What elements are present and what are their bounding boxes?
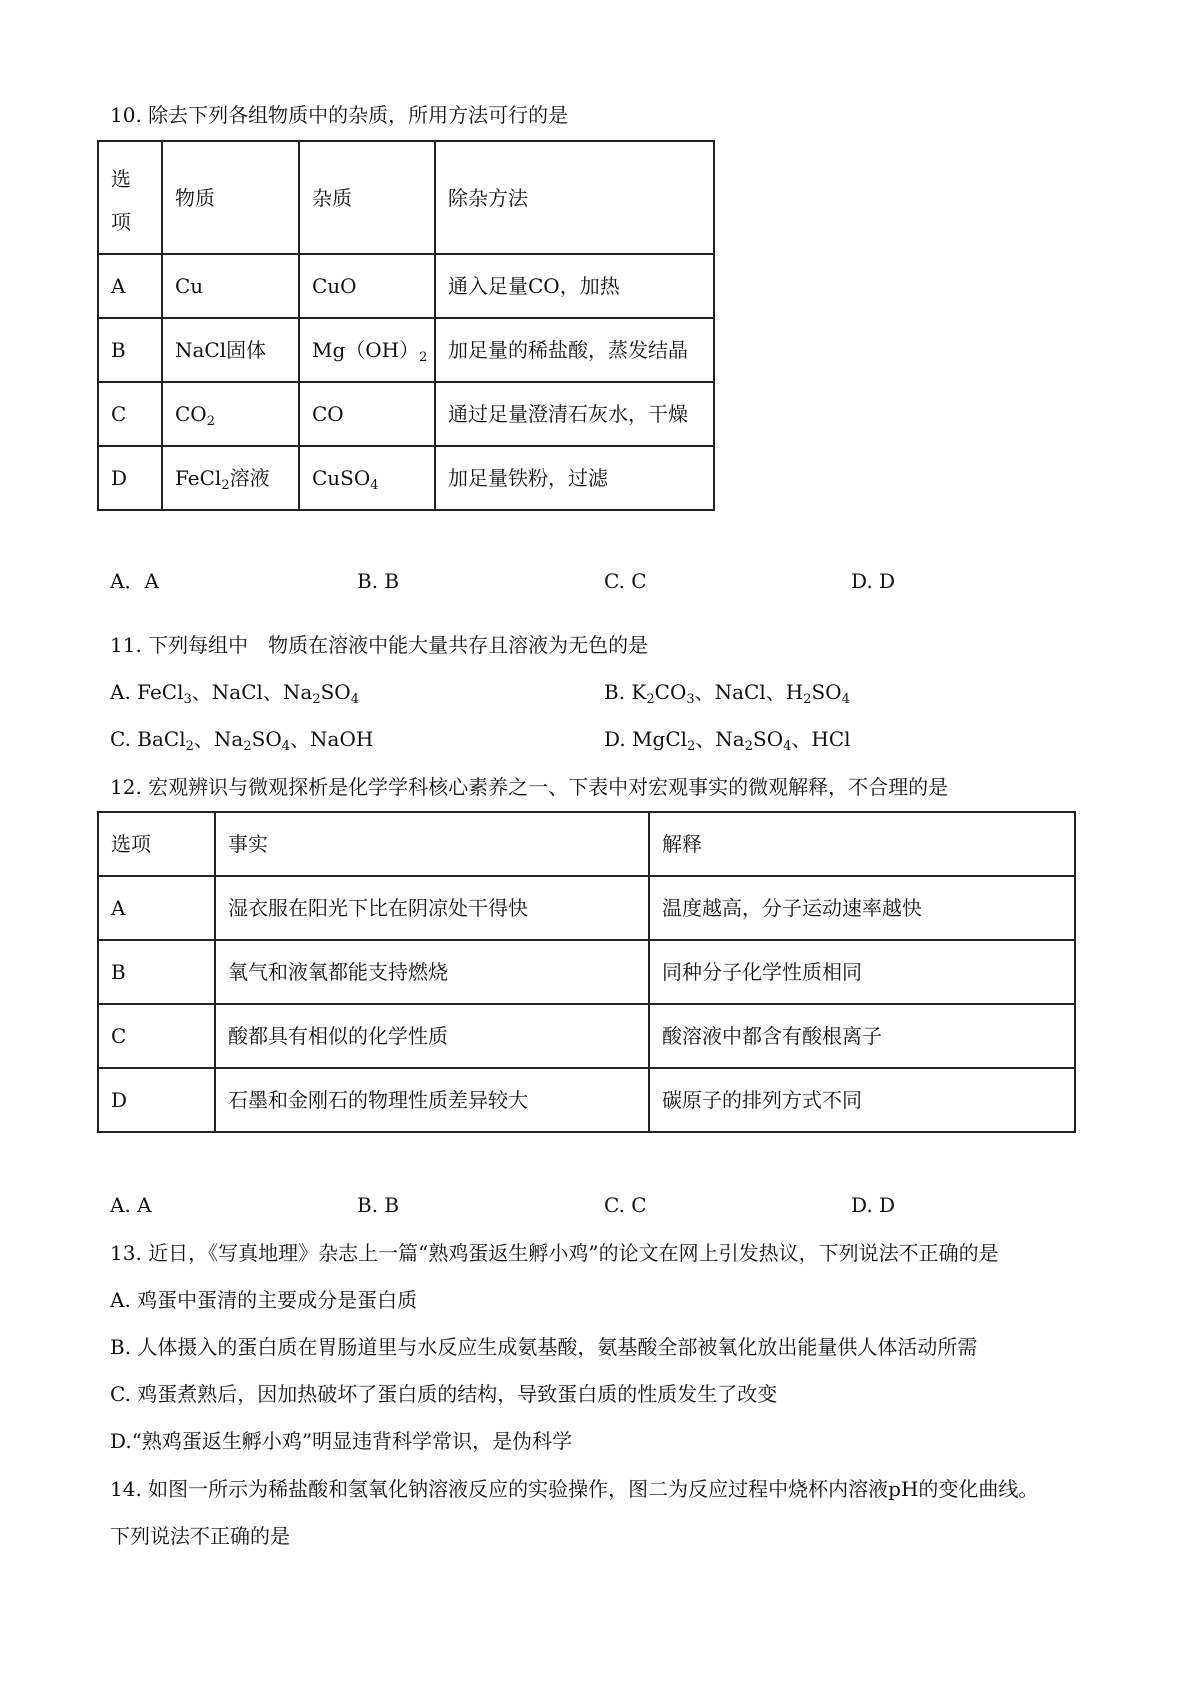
q10-row-key: C bbox=[98, 382, 162, 446]
q11-choice-d[interactable]: D. MgCl$_2$、$Na_2SO_4$、HCl bbox=[604, 727, 851, 754]
q10-row-method: 通过足量澄清石灰水，干燥 bbox=[435, 382, 714, 446]
q12-choice-d[interactable]: D. D bbox=[851, 1193, 896, 1217]
q10-stem: 10. 除去下列各组物质中的杂质，所用方法可行的是 bbox=[110, 103, 569, 127]
q10-row-substance: Cu bbox=[162, 254, 299, 318]
q12-stem: 12. 宏观辨识与微观探析是化学学科核心素养之一、下表中对宏观事实的微观解释，不合理的是 bbox=[110, 775, 949, 799]
q12-row-explain: 同种分子化学性质相同 bbox=[649, 940, 1075, 1004]
q11-stem: 11. 下列每组中 物质在溶液中能大量共存且溶液为无色的是 bbox=[110, 633, 649, 657]
q12-row-fact: 氧气和液氧都能支持燃烧 bbox=[215, 940, 649, 1004]
q10-row-b bbox=[98, 318, 714, 382]
q12-header-option: 选项 bbox=[98, 812, 215, 876]
q10-row-key: B bbox=[98, 318, 162, 382]
q12-row-key: D bbox=[98, 1068, 215, 1132]
q10-row-substance: FeCl$_2$溶液 bbox=[162, 446, 299, 510]
q12-row-explain: 碳原子的排列方式不同 bbox=[649, 1068, 1075, 1132]
q12-header-explain: 解释 bbox=[649, 812, 1075, 876]
q10-row-c bbox=[98, 382, 714, 446]
q12-row-a bbox=[98, 876, 1075, 940]
q10-row-key: A bbox=[98, 254, 162, 318]
q12-row-d bbox=[98, 1068, 1075, 1132]
q14-stem-line2: 下列说法不正确的是 bbox=[110, 1524, 290, 1548]
q10-row-d bbox=[98, 446, 714, 510]
q11-choice-b[interactable]: B. $K_2CO_3$、NaCl、$H_2SO_4$ bbox=[604, 680, 850, 707]
q13-choice-b[interactable]: B. 人体摄入的蛋白质在胃肠道里与水反应生成氨基酸，氨基酸全部被氧化放出能量供人体活动所需 bbox=[110, 1335, 978, 1359]
q10-row-method: 加足量铁粉，过滤 bbox=[435, 446, 714, 510]
q12-row-key: B bbox=[98, 940, 215, 1004]
q10-header-option: 选 项 bbox=[98, 141, 162, 254]
q13-choice-d[interactable]: D.“熟鸡蛋返生孵小鸡”明显违背科学常识，是伪科学 bbox=[110, 1429, 573, 1453]
q13-choice-c[interactable]: C. 鸡蛋煮熟后，因加热破坏了蛋白质的结构，导致蛋白质的性质发生了改变 bbox=[110, 1382, 778, 1406]
q10-row-substance: $CO_2$ bbox=[162, 382, 299, 446]
q12-row-c bbox=[98, 1004, 1075, 1068]
q12-choice-b[interactable]: B. B bbox=[357, 1193, 400, 1217]
q13-choice-a[interactable]: A. 鸡蛋中蛋清的主要成分是蛋白质 bbox=[110, 1288, 418, 1312]
q10-row-substance: NaCl固体 bbox=[162, 318, 299, 382]
q10-row-method: 加足量的稀盐酸，蒸发结晶 bbox=[435, 318, 714, 382]
q10-row-a bbox=[98, 254, 714, 318]
q12-row-explain: 酸溶液中都含有酸根离子 bbox=[649, 1004, 1075, 1068]
q12-choice-c[interactable]: C. C bbox=[604, 1193, 647, 1217]
q11-choice-c[interactable]: C. BaCl$_2$、$Na_2SO_4$、NaOH bbox=[110, 727, 374, 754]
q10-header-substance: 物质 bbox=[162, 141, 299, 254]
q10-row-impurity: CuSO$_4$ bbox=[299, 446, 435, 510]
q14-stem-line1: 14. 如图一所示为稀盐酸和氢氧化钠溶液反应的实验操作，图二为反应过程中烧杯内溶液pH的变化曲线。 bbox=[110, 1477, 1039, 1501]
q12-table bbox=[97, 811, 1076, 1133]
q10-row-method: 通入足量CO，加热 bbox=[435, 254, 714, 318]
q10-row-impurity: $Mg(OH)_2$ bbox=[299, 318, 435, 382]
q10-table bbox=[97, 140, 715, 511]
q10-row-key: D bbox=[98, 446, 162, 510]
q11-choice-a[interactable]: A. FeCl$_3$、NaCl、$Na_2SO_4$ bbox=[110, 680, 359, 707]
q12-row-explain: 温度越高，分子运动速率越快 bbox=[649, 876, 1075, 940]
q10-row-impurity: CO bbox=[299, 382, 435, 446]
q12-choice-a[interactable]: A. A bbox=[110, 1193, 152, 1217]
q12-row-fact: 湿衣服在阳光下比在阴凉处干得快 bbox=[215, 876, 649, 940]
q10-header-method: 除杂方法 bbox=[435, 141, 714, 254]
q10-choice-c[interactable]: C. C bbox=[604, 569, 647, 593]
q12-header-fact: 事实 bbox=[215, 812, 649, 876]
q10-header-impurity: 杂质 bbox=[299, 141, 435, 254]
q12-row-fact: 石墨和金刚石的物理性质差异较大 bbox=[215, 1068, 649, 1132]
q10-row-impurity: CuO bbox=[299, 254, 435, 318]
q12-row-key: A bbox=[98, 876, 215, 940]
q10-choice-a[interactable]: A．A bbox=[110, 569, 159, 593]
q10-choice-d[interactable]: D. D bbox=[851, 569, 896, 593]
q12-row-b bbox=[98, 940, 1075, 1004]
q13-stem: 13. 近日，《写真地理》杂志上一篇“熟鸡蛋返生孵小鸡”的论文在网上引发热议，下列说法不正确的是 bbox=[110, 1241, 999, 1265]
q10-choice-b[interactable]: B. B bbox=[357, 569, 400, 593]
q12-row-fact: 酸都具有相似的化学性质 bbox=[215, 1004, 649, 1068]
q12-row-key: C bbox=[98, 1004, 215, 1068]
